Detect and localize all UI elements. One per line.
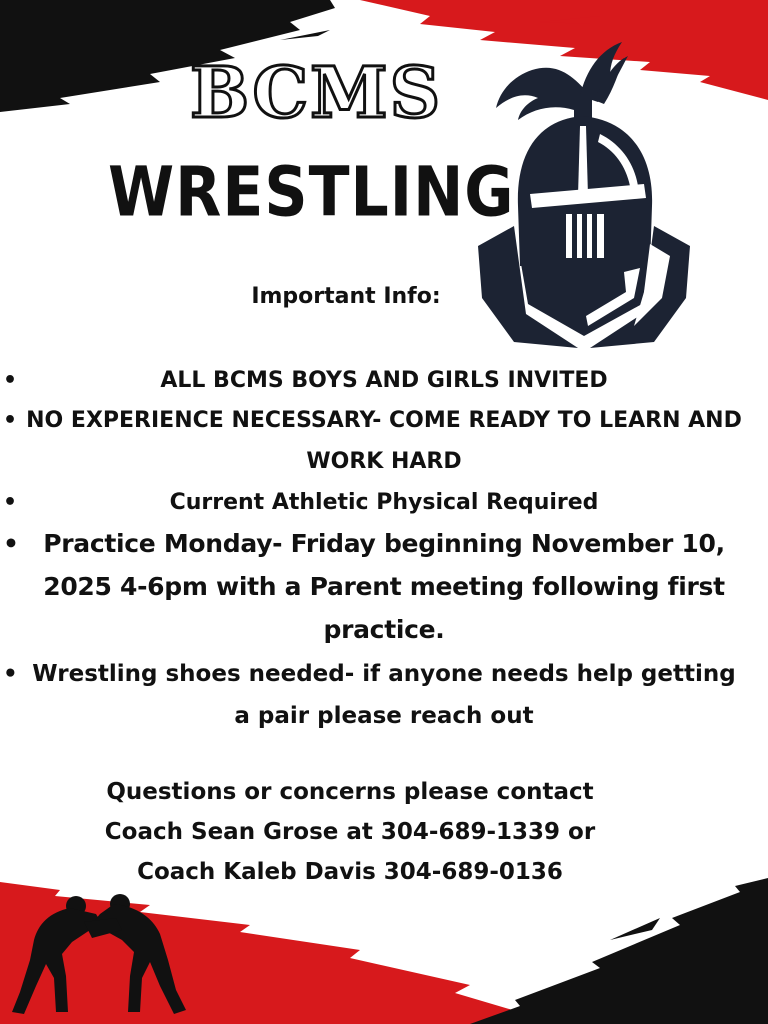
flyer-title-bcms: BCMS [190,51,443,134]
info-bullet-physical [0,484,768,522]
flyer-title-wrestling: WRESTLING [108,152,515,233]
bullet-dot: • [3,408,18,433]
info-bullet-list [0,362,768,737]
bullet-dot: • [3,368,18,393]
contact-info [40,772,660,892]
contact-line-sean-grose: Coach Sean Grose at 304-689-1339 or [104,819,596,845]
wrestlers-silhouette-icon [10,882,190,1018]
bullet-text: Practice Monday- Friday beginning November 10, 2025 4-6pm with a Parent meeting following first practice. [43,529,725,644]
bullet-dot: • [3,529,19,558]
bullet-text: Wrestling shoes needed- if anyone needs help getting a pair please reach out [32,661,736,729]
bullet-text: NO EXPERIENCE NECESSARY- COME READY TO LEARN AND WORK HARD [26,408,742,474]
info-bullet-invited [0,362,768,400]
important-info-heading: Important Info: [251,284,441,309]
bottom-right-black-stroke [470,878,768,1024]
info-bullet-practice [0,522,768,651]
bullet-text: Current Athletic Physical Required [169,490,599,515]
contact-line-intro: Questions or concerns please contact [106,779,594,805]
info-bullet-experience [0,400,768,482]
bullet-text: ALL BCMS BOYS AND GIRLS INVITED [160,368,608,393]
info-bullet-shoes [0,653,768,737]
bullet-dot: • [3,490,18,515]
contact-line-kaleb-davis: Coach Kaleb Davis 304-689-0136 [137,859,563,885]
bullet-dot: • [3,661,18,687]
